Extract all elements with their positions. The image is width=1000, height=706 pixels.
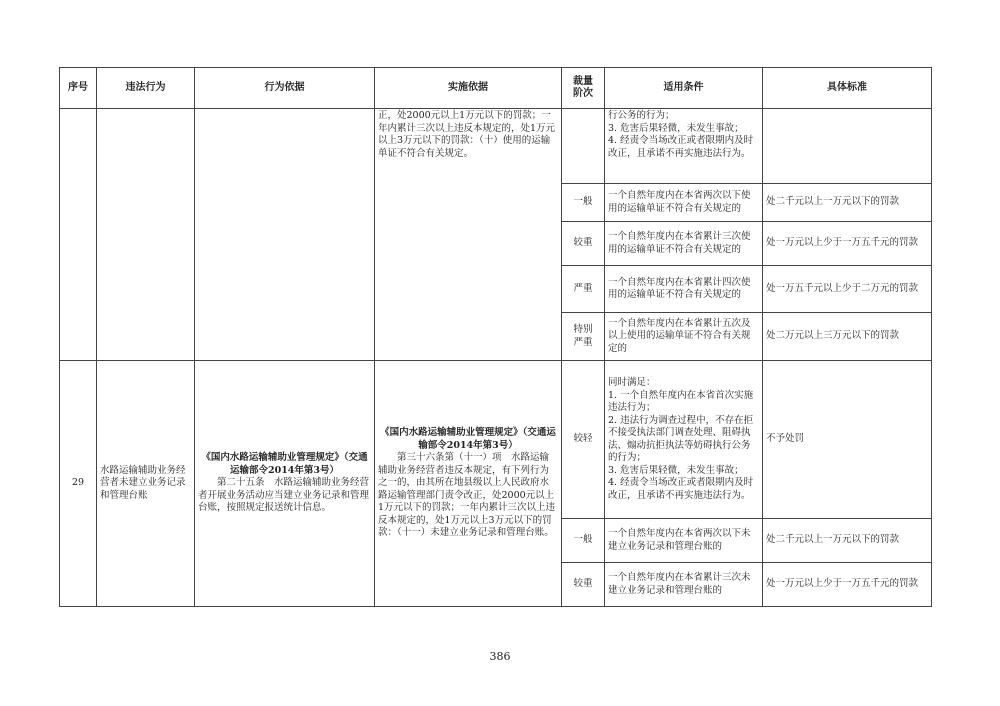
cont-no-cell (60, 109, 97, 361)
condition-cell: 一个自然年度内在本省累计四次使用的运输单证不符合有关规定的 (605, 266, 763, 313)
condition-cell: 一个自然年度内在本省两次以下使用的运输单证不符合有关规定的 (605, 184, 763, 222)
standard-cell: 不予处罚 (763, 361, 932, 519)
table-row (60, 109, 932, 184)
header-condition: 适用条件 (605, 68, 763, 109)
table-row (60, 361, 932, 519)
condition-cell: 行公务的行为； 3. 危害后果轻微，未发生事故； 4. 经责令当场改正或者限期内及时改正，且承诺不再实施违法行为。 (605, 109, 763, 184)
header-grade: 裁量 阶次 (562, 68, 605, 109)
cont-act-cell (97, 109, 195, 361)
condition-cell: 一个自然年度内在本省累计三次使用的运输单证不符合有关规定的 (605, 222, 763, 266)
standard-cell: 处一万元以上少于一万五千元的罚款 (763, 222, 932, 266)
basis-body: 第二十五条 水路运输辅助业务经营者开展业务活动应当建立业务记录和管理台账，按照规定报送统计信息。 (198, 477, 370, 514)
grade-cell: 较重 (562, 222, 605, 266)
standard-cell: 处二万元以上三万元以下的罚款 (763, 313, 932, 361)
cont-basis-cell (195, 109, 375, 361)
grade-cell: 较轻 (562, 361, 605, 519)
header-violation: 违法行为 (97, 68, 195, 109)
standard-cell (763, 109, 932, 184)
grade-cell: 一般 (562, 519, 605, 563)
impl-body: 第三十六条第（十一）项 水路运输辅助业务经营者违反本规定，有下列行为之一的，由其所在地县级以上人民政府水路运输管理部门责令改正，处2000元以上1万元以下的罚款；一年内累计三次以上违反本规定的，处1万元以上3万元以下的罚款：（十一）未建立业务记录和管理台账。 (378, 452, 556, 539)
impl-title: 《国内水路运输辅助业管理规定》（交通运输部令2014年第3号） (380, 427, 556, 451)
header-standard: 具体标准 (763, 68, 932, 109)
grade-cell: 严重 (562, 266, 605, 313)
condition-cell: 一个自然年度内在本省累计五次及以上使用的运输单证不符合有关规定的 (605, 313, 763, 361)
page-number: 386 (489, 650, 511, 663)
header-no: 序号 (60, 68, 97, 109)
standard-cell: 处一万元以上少于一万五千元的罚款 (763, 563, 932, 607)
grade-cell (562, 109, 605, 184)
penalty-standard-table (59, 67, 932, 607)
basis-cell (195, 361, 375, 607)
header-implementation: 实施依据 (375, 68, 562, 109)
condition-cell: 同时满足： 1. 一个自然年度内在本省首次实施违法行为； 2. 违法行为调查过程中，不存在拒不接受执法部门调查处理、阻碍执法、煽动抗拒执法等妨碍执行公务的行为； 3. 危害后果轻微，未发生事故； 4. 经责令当场改正或者限期内及时改正，且承诺不再实施违法行为。 (605, 361, 763, 519)
condition-cell: 一个自然年度内在本省两次以下未建立业务记录和管理台账的 (605, 519, 763, 563)
condition-cell: 一个自然年度内在本省累计三次未建立业务记录和管理台账的 (605, 563, 763, 607)
standard-cell: 处二千元以上一万元以下的罚款 (763, 184, 932, 222)
grade-cell: 特别 严重 (562, 313, 605, 361)
cont-impl-cell: 正，处2000元以上1万元以下的罚款；一年内累计三次以上违反本规定的，处1万元以上3万元以下的罚款：（十）使用的运输单证不符合有关规定。 (375, 109, 562, 361)
item-number: 29 (60, 361, 97, 607)
grade-cell: 较重 (562, 563, 605, 607)
basis-title: 《国内水路运输辅助业管理规定》（交通运输部令2014年第3号） (201, 452, 368, 476)
violation-cell: 水路运输辅助业务经营者未建立业务记录和管理台账 (97, 361, 195, 607)
header-row (60, 68, 932, 109)
impl-cell (375, 361, 562, 607)
standard-cell: 处二千元以上一万元以下的罚款 (763, 519, 932, 563)
header-basis: 行为依据 (195, 68, 375, 109)
grade-cell: 一般 (562, 184, 605, 222)
standard-cell: 处一万五千元以上少于二万元的罚款 (763, 266, 932, 313)
